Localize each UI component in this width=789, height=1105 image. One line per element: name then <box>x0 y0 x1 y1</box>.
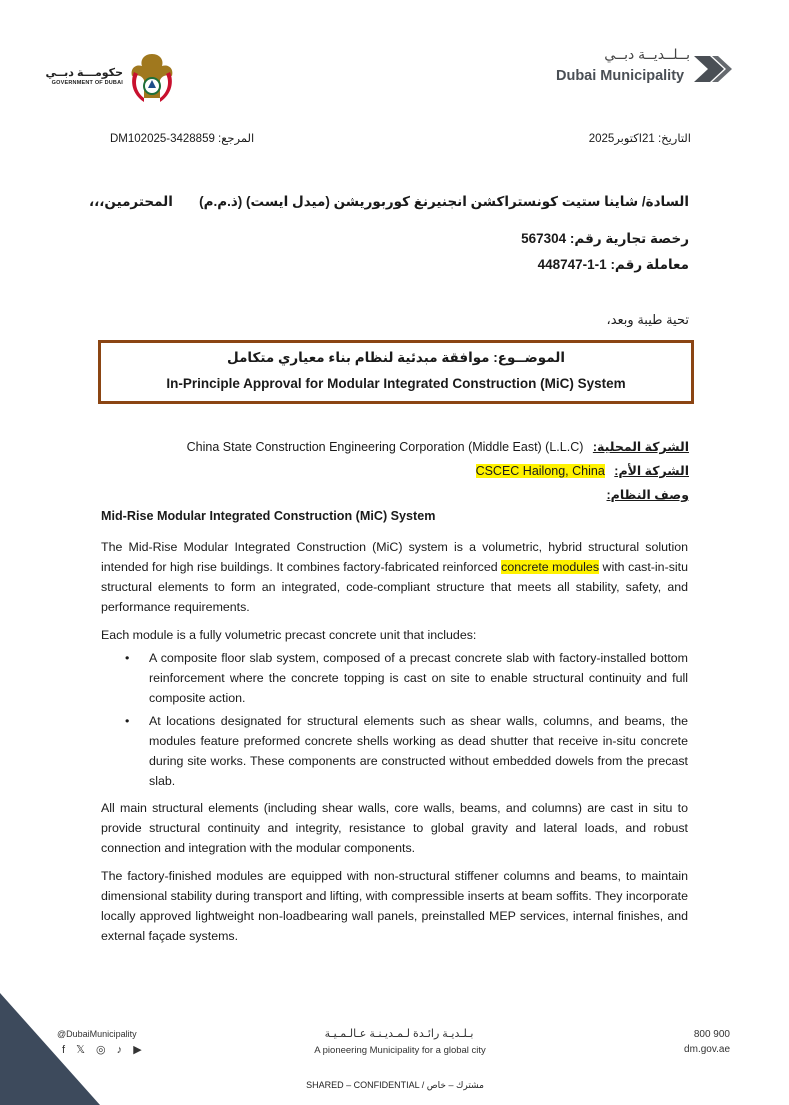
list-item <box>101 711 688 791</box>
module-features-list <box>101 648 688 794</box>
local-company-row <box>187 439 689 454</box>
paragraph-factory-finished: The factory-finished modules are equipped with non-structural stiffener columns and beams, to maintain dimensional stability during transport and lifting, with compressible inserts at beam soffits. They incorporate locally approved lightweight non-loadbearing wall panels, preinstalled MEP services, internal finishes, and external façade systems. <box>101 869 688 943</box>
tagline-en: A pioneering Municipality for a global city <box>314 1045 486 1056</box>
social-media-icons[interactable]: f 𝕏 ◎ ♪ ▶ <box>62 1044 146 1056</box>
website-link[interactable]: dm.gov.ae <box>684 1044 730 1055</box>
list-item-text: A composite floor slab system, composed of a precast concrete slab with factory-installed bottom reinforcement where the concrete topping is cast on site to enable structural continuity and full composite action. <box>149 651 688 705</box>
reference-number: المرجع: DM102025-3428859 <box>110 133 255 145</box>
transaction-number: معاملة رقم: 1-1-448747 <box>537 257 689 272</box>
paragraph-intro-text-a: The Mid-Rise Modular Integrated Construction (MiC) system is a volumetric, hybrid structural solution intended for high rise buildings. It combines factory-fabricated reinforced <box>101 540 688 574</box>
system-description-row <box>607 487 689 502</box>
addressee-line: السادة/ شاينا ستيت كونستراكشن انجنيرنغ كوربوريشن (ميدل ايست) (ذ.م.م) المحترمين،،، <box>89 194 689 209</box>
paragraph-module-intro: Each module is a fully volumetric precast concrete unit that includes: <box>101 628 477 642</box>
parent-company-label: الشركة الأم: <box>614 464 689 478</box>
bullet-icon: • <box>125 651 130 665</box>
trade-license: رخصة تجارية رقم: 567304 <box>521 231 689 246</box>
highlighted-term: concrete modules <box>501 560 600 574</box>
bullet-icon: • <box>125 714 130 728</box>
paragraph-intro <box>101 537 688 617</box>
local-company-value: China State Construction Engineering Corporation (Middle East) (L.L.C) <box>186 440 584 454</box>
gov-name-en: GOVERNMENT OF DUBAI <box>51 80 123 86</box>
social-handle: @DubaiMunicipality <box>57 1029 137 1039</box>
dm-name-en: Dubai Municipality <box>556 68 685 84</box>
parent-company-value: CSCEC Hailong, China <box>475 464 605 478</box>
section-heading: Mid-Rise Modular Integrated Construction (MiC) System <box>101 509 436 523</box>
dubai-government-emblem-icon <box>122 48 182 108</box>
parent-company-row <box>476 463 689 478</box>
paragraph-structural: All main structural elements (including shear walls, core walls, beams, and columns) are cast in situ to provide structural continuity and integrity, resistance to global gravity and lateral loads, and robust connection and integration with the modular components. <box>101 801 688 855</box>
list-item-text: At locations designated for structural elements such as shear walls, columns, and beams, the modules feature preformed concrete shells working as dead shutter that receive in-situ concrete during site works. These components are constructed without embedded dowels from the precast slab. <box>149 714 688 788</box>
dm-name-ar: بــلــديــة دبــي <box>604 46 690 62</box>
list-item <box>101 648 688 708</box>
paragraph-intro-text-b: with cast-in-situ structural elements to form an integrated, code-compliant structure that meets all stability, safety, and performance requirements. <box>101 560 688 614</box>
tagline-ar: بـلـديـة رائـدة لـمـديـنـة عـالـمـيـة <box>324 1028 474 1040</box>
greeting: تحية طيبة وبعد، <box>606 312 689 327</box>
local-company-label: الشركة المحلية: <box>592 440 689 454</box>
gov-name-ar: حكومـــة دبــي <box>45 67 123 79</box>
subject-en: In-Principle Approval for Modular Integrated Construction (MiC) System <box>166 376 626 391</box>
phone-number: 800 900 <box>693 1029 730 1040</box>
system-description-label: وصف النظام: <box>606 488 689 502</box>
dubai-municipality-logo-icon <box>692 52 732 86</box>
letter-date: التاريخ: 21اكتوبر2025 <box>588 133 691 145</box>
subject-ar: الموضــوع: موافقة مبدئية لنظام بناء معياري متكامل <box>227 350 565 365</box>
classification-label: SHARED – CONFIDENTIAL / مشترك – خاص <box>306 1080 484 1090</box>
